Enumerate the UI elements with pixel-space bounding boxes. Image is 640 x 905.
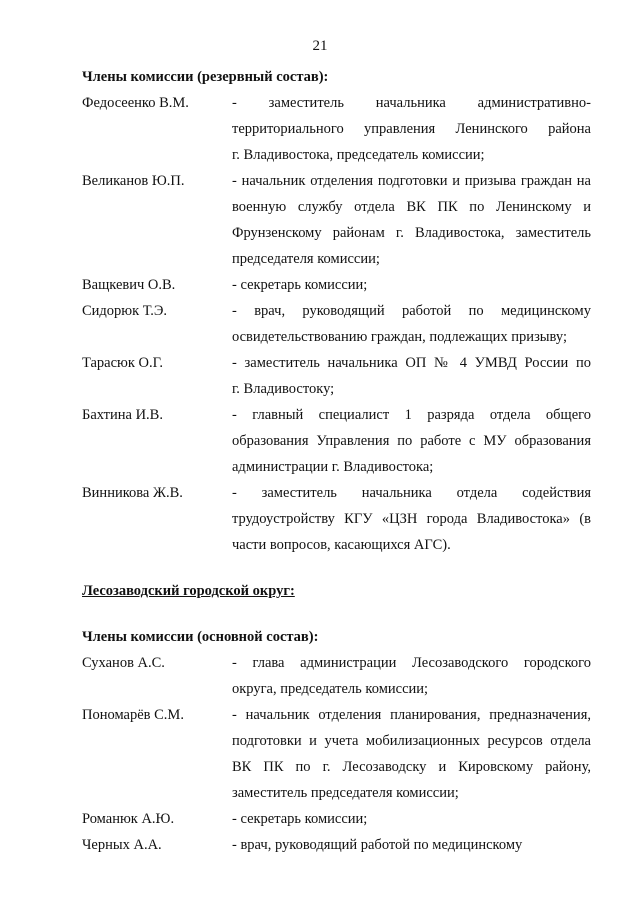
member-role-line: - глава администрации Лесозаводского городского bbox=[232, 655, 591, 671]
member-name: Романюк А.Ю. bbox=[82, 811, 175, 827]
member-role-line: подготовки и учета мобилизационных ресурсов отдела bbox=[232, 733, 591, 749]
member-role-line: заместитель председателя комиссии; bbox=[232, 785, 459, 801]
member-name: Великанов Ю.П. bbox=[82, 173, 185, 189]
member-name: Суханов А.С. bbox=[82, 655, 165, 671]
member-name: Федосеенко В.М. bbox=[82, 95, 189, 111]
page-number: 21 bbox=[312, 38, 328, 54]
member-role bbox=[232, 90, 591, 168]
main-members-heading: Члены комиссии (основной состав): bbox=[82, 629, 319, 645]
main-members-list bbox=[82, 650, 591, 858]
member-name: Сидорюк Т.Э. bbox=[82, 303, 168, 319]
member-row bbox=[82, 832, 591, 858]
member-role-line: освидетельствованию граждан, подлежащих призыву; bbox=[232, 329, 567, 345]
member-role-line: территориального управления Ленинского района bbox=[232, 121, 591, 137]
member-row bbox=[82, 350, 591, 402]
member-role-line: - главный специалист 1 разряда отдела общего bbox=[232, 407, 591, 423]
district-title: Лесозаводский городской округ: bbox=[82, 583, 295, 599]
member-row bbox=[82, 650, 591, 702]
member-name: Винникова Ж.В. bbox=[82, 485, 183, 501]
member-role bbox=[232, 480, 591, 558]
member-role bbox=[232, 168, 591, 272]
member-role-line: - секретарь комиссии; bbox=[232, 811, 368, 827]
member-row bbox=[82, 90, 591, 168]
member-role bbox=[232, 298, 591, 350]
member-role-line: ВК ПК по г. Лесозаводску и Кировскому району, bbox=[232, 759, 591, 775]
member-role bbox=[232, 650, 591, 702]
member-role-line: - начальник отделения подготовки и призыва граждан на bbox=[232, 173, 591, 189]
member-row bbox=[82, 402, 591, 480]
member-role bbox=[232, 702, 591, 806]
member-role-line: - заместитель начальника отдела содействия bbox=[232, 485, 591, 501]
member-role-line: округа, председатель комиссии; bbox=[232, 681, 429, 697]
member-role-line: - врач, руководящий работой по медицинскому bbox=[232, 837, 523, 853]
member-role bbox=[232, 402, 591, 480]
member-role-line: военную службу отдела ВК ПК по Ленинскому и bbox=[232, 199, 591, 215]
member-row bbox=[82, 298, 591, 350]
member-role-line: г. Владивостока, председатель комиссии; bbox=[232, 147, 485, 163]
member-role-line: - заместитель начальника административно- bbox=[232, 95, 591, 111]
member-role-line: - секретарь комиссии; bbox=[232, 277, 368, 293]
member-row bbox=[82, 480, 591, 558]
member-role-line: председателя комиссии; bbox=[232, 251, 380, 267]
member-role-line: - заместитель начальника ОП № 4 УМВД России по bbox=[232, 355, 591, 371]
member-name: Ващкевич О.В. bbox=[82, 277, 176, 293]
document-body bbox=[82, 64, 591, 858]
member-role-line: - начальник отделения планирования, предназначения, bbox=[232, 707, 591, 723]
member-role-line: администрации г. Владивостока; bbox=[232, 459, 434, 475]
member-row bbox=[82, 702, 591, 806]
member-role-line: - врач, руководящий работой по медицинскому bbox=[232, 303, 591, 319]
member-name: Бахтина И.В. bbox=[82, 407, 163, 423]
member-name: Черных А.А. bbox=[82, 837, 162, 853]
member-role-line: трудоустройству КГУ «ЦЗН города Владивостока» (в bbox=[232, 511, 591, 527]
member-row bbox=[82, 168, 591, 272]
member-role-line: г. Владивостоку; bbox=[232, 381, 335, 397]
member-role bbox=[232, 272, 591, 298]
member-row bbox=[82, 806, 591, 832]
member-name: Пономарёв С.М. bbox=[82, 707, 184, 723]
member-name: Тарасюк О.Г. bbox=[82, 355, 164, 371]
reserve-members-heading: Члены комиссии (резервный состав): bbox=[82, 69, 329, 85]
member-role bbox=[232, 806, 591, 832]
member-row bbox=[82, 272, 591, 298]
member-role bbox=[232, 832, 591, 858]
member-role-line: части вопросов, касающихся АГС). bbox=[232, 537, 451, 553]
member-role-line: Фрунзенскому районам г. Владивостока, заместитель bbox=[232, 225, 591, 241]
member-role bbox=[232, 350, 591, 402]
reserve-members-list bbox=[82, 90, 591, 558]
member-role-line: образования Управления по работе с МУ образования bbox=[232, 433, 591, 449]
